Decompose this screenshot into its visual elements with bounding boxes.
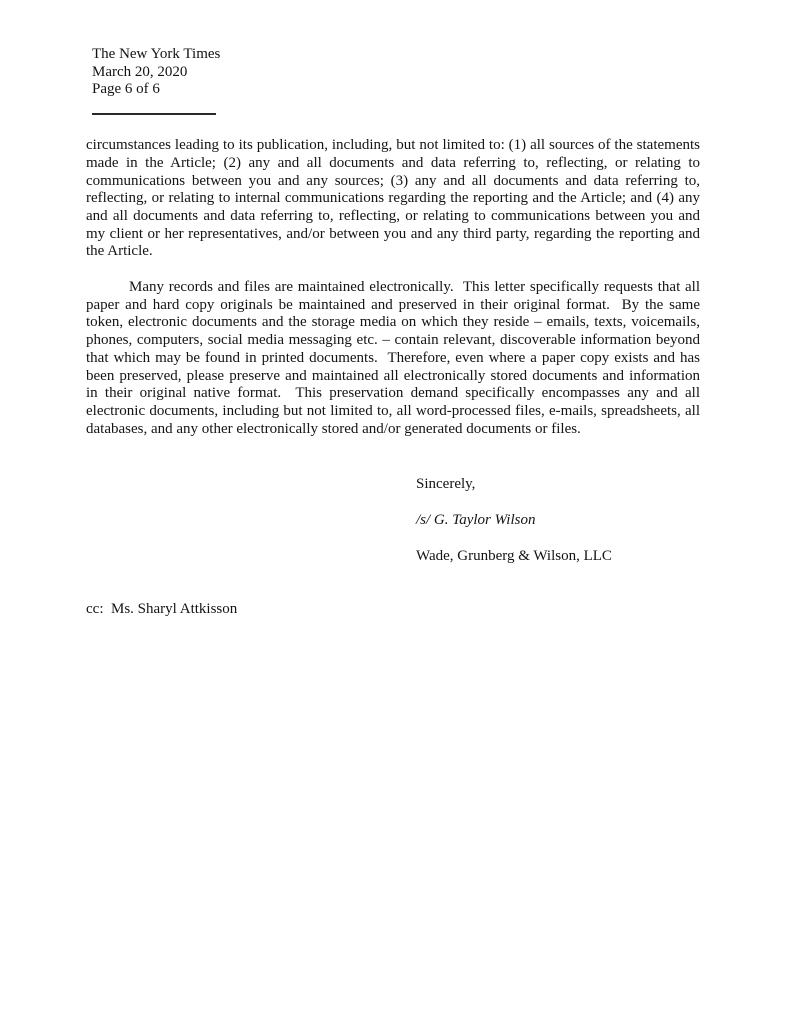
closing-salutation: Sincerely, (416, 476, 476, 493)
letterhead (92, 46, 700, 99)
cc-line: cc: Ms. Sharyl Attkisson (86, 601, 238, 618)
body-paragraph-1: circumstances leading to its publication, including, but not limited to: (1) all sources of the statements made in the Article; (2) any and all documents and data referring to, reflecting, or relating to communications between you and any sources; (3) any and all documents and data referring to, reflecting, or relating to internal communications regarding the reporting and the Article; and (4) any and all documents and data referring to, reflecting, or relating to communications between you and my client or her representatives, and/or between you and any third party, regarding the reporting and the Article. (86, 137, 704, 260)
letterhead-publication: The New York Times (92, 46, 221, 62)
signature-block (416, 476, 700, 565)
letterhead-date: March 20, 2020 (92, 63, 188, 80)
header-divider (92, 113, 216, 115)
letterhead-page-number: Page 6 of 6 (92, 81, 160, 98)
firm-name: Wade, Grunberg & Wilson, LLC (416, 547, 612, 564)
body-paragraph-2: Many records and files are maintained electronically. This letter specifically requests that all paper and hard copy originals be maintained and preserved in their original format. By the same token, electronic documents and the storage media on which they reside – emails, texts, voicemails, phones, computers, social media messaging etc. – contain relevant, discoverable information beyond that which may be found in printed documents. Therefore, even where a paper copy exists and has been preserved, please preserve and maintained all electronically stored documents and information in their original native format. This preservation demand specifically encompasses any and all electronic documents, including but not limited to, all word-processed files, e-mails, spreadsheets, all databases, and any other electronically stored and/or generated documents or files. (86, 279, 704, 437)
signature-line: /s/ G. Taylor Wilson (416, 512, 536, 529)
